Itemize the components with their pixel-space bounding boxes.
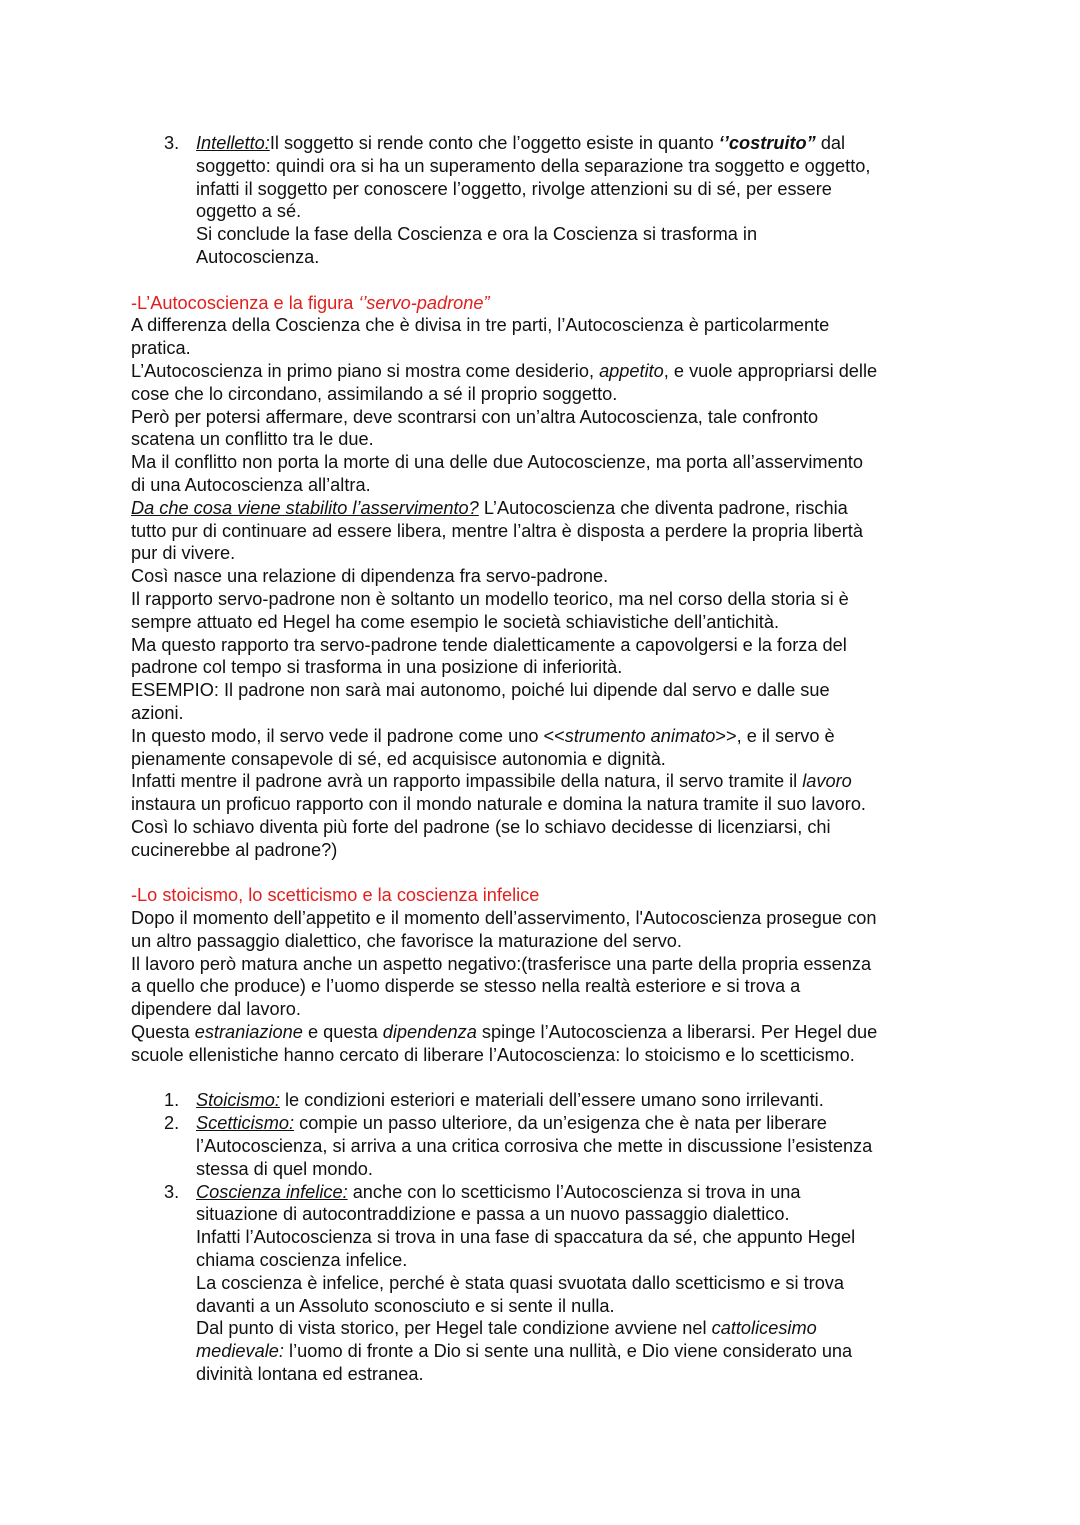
paragraph: Il rapporto servo-padrone non è soltanto un modello teorico, ma nel corso della storia si è sempre attuato ed Hegel ha come esempio le società schiavistiche dell’antichità. <box>131 588 849 632</box>
text-line: Si conclude la fase della Coscienza e ora la Coscienza si trasforma in <box>196 224 758 245</box>
text-line: stessa di quel mondo. <box>196 1158 373 1179</box>
paragraph: Infatti mentre il padrone avrà un rapporto impassibile della natura, il servo tramite il lavoro instaura un proficuo rapporto con il mondo naturale e domina la natura tramite il suo lavoro. <box>131 771 866 815</box>
text-line: oggetto a sé. <box>196 201 302 222</box>
paragraph: Ma il conflitto non porta la morte di una delle due Autocoscienze, ma porta all’asservimento di una Autocoscienza all’altra. <box>131 452 863 495</box>
list-number: 3. <box>164 1181 180 1202</box>
list-number: 1. <box>164 1090 180 1111</box>
text-line: divinità lontana ed estranea. <box>196 1364 424 1385</box>
section-heading-servo-padrone: -L’Autocoscienza e la figura ‘’servo-padrone” <box>131 292 490 313</box>
paragraph: In questo modo, il servo vede il padrone come uno <<strumento animato>>, e il servo è pienamente consapevole di sé, ed acquisisce autonomia e dignità. <box>131 725 835 769</box>
list-item-scetticismo: 2. Scetticismo: compie un passo ulteriore, da un’esigenza che è nata per liberare l’Autocoscienza, si arriva a una critica corrosiva che mette in discussione l’esistenza stessa di quel mondo. <box>131 1112 961 1180</box>
paragraph: Così lo schiavo diventa più forte del padrone (se lo schiavo decidesse di licenziarsi, chi cucinerebbe al padrone?) <box>131 816 831 860</box>
text-line: l’Autocoscienza, si arriva a una critica corrosiva che mette in discussione l’esistenza <box>196 1136 873 1157</box>
text-line: Autocoscienza. <box>196 246 320 267</box>
paragraph: Così nasce una relazione di dipendenza fra servo-padrone. <box>131 566 609 587</box>
emphasis-cattolicesimo: cattolicesimo <box>711 1318 817 1339</box>
emphasis-strumento-animato: strumento animato <box>564 725 716 746</box>
emphasis-estraniazione: estraniazione <box>194 1022 303 1043</box>
question-asservimento: Da che cosa viene stabilito l’asservimento? <box>131 497 479 518</box>
spacer <box>131 269 961 292</box>
text-line: davanti a un Assoluto sconosciuto e si sente il nulla. <box>196 1295 615 1316</box>
list-item-intelletto <box>131 132 961 269</box>
list-item-coscienza-infelice: 3. Coscienza infelice: anche con lo scetticismo l’Autocoscienza si trova in una situazione di autocontraddizione e passa a un nuovo passaggio dialettico. Infatti l’Autocoscienza si trova in una fase di spaccatura da sé, che appunto Hegel chiama coscienza infelice. La coscienza è infelice, perché è stata quasi svuotata dallo scetticismo e si trova davanti a un Assoluto sconosciuto e si sente il nulla. Dal punto di vista storico, per Hegel tale condizione avviene nel cattolicesimo medievale: l’uomo di fronte a Dio si sente una nullità, e Dio viene considerato una divinità lontana ed estranea. <box>131 1181 961 1386</box>
text-line: La coscienza è infelice, perché è stata quasi svuotata dallo scetticismo e si trova <box>196 1272 845 1293</box>
term-coscienza-infelice: Coscienza infelice: <box>196 1181 348 1202</box>
term-stoicismo: Stoicismo: <box>196 1090 280 1111</box>
list-item-stoicismo: 1. Stoicismo: le condizioni esteriori e materiali dell’essere umano sono irrilevanti. <box>164 1090 824 1111</box>
paragraph-esempio: ESEMPIO: Il padrone non sarà mai autonomo, poiché lui dipende dal servo e dalle sue azioni. <box>131 680 830 723</box>
paragraph: Da che cosa viene stabilito l’asservimento? L’Autocoscienza che diventa padrone, rischia tutto pur di continuare ad essere libera, mentre l’altra è disposta a perdere la propria libertà pur di vivere. <box>131 497 863 564</box>
list-number: 2. <box>164 1113 180 1134</box>
text-line: chiama coscienza infelice. <box>196 1250 408 1271</box>
paragraph: Però per potersi affermare, deve scontrarsi con un’altra Autocoscienza, tale confronto scatena un conflitto tra le due. <box>131 406 819 450</box>
list-number: 3. <box>164 133 180 153</box>
term-intelletto: Intelletto: <box>196 133 270 153</box>
section-heading-stoicismo: -Lo stoicismo, lo scetticismo e la coscienza infelice <box>131 885 540 906</box>
text-line: soggetto: quindi ora si ha un superamento della separazione tra soggetto e oggetto, <box>196 155 871 176</box>
paragraph: Il lavoro però matura anche un aspetto negativo:(trasferisce una parte della propria essenza a quello che produce) e l’uomo disperde se stesso nella realtà esteriore e si trova a dipendere dal lavoro. <box>131 953 872 1020</box>
emphasis-medievale: medievale: <box>196 1341 284 1362</box>
text-line: Infatti l’Autocoscienza si trova in una fase di spaccatura da sé, che appunto Hegel <box>196 1227 856 1248</box>
paragraph: A differenza della Coscienza che è divisa in tre parti, l’Autocoscienza è particolarmente pratica. <box>131 315 830 359</box>
paragraph: Dopo il momento dell’appetito e il momento dell’asservimento, l'Autocoscienza prosegue con un altro passaggio dialettico, che favorisce la maturazione del servo. <box>131 908 877 951</box>
paragraph: L’Autocoscienza in primo piano si mostra come desiderio, appetito, e vuole appropriarsi delle cose che lo circondano, assimilando a sé il proprio soggetto. <box>131 360 878 404</box>
text-line: situazione di autocontraddizione e passa a un nuovo passaggio dialettico. <box>196 1204 790 1225</box>
emphasis-lavoro: lavoro <box>802 771 852 792</box>
document-body <box>131 132 961 1386</box>
term-scetticismo: Scetticismo: <box>196 1113 295 1134</box>
emphasis-dipendenza: dipendenza <box>382 1022 477 1043</box>
paragraph: Ma questo rapporto tra servo-padrone tende dialetticamente a capovolgersi e la forza del padrone col tempo si trasforma in una posizione di inferiorità. <box>131 634 847 678</box>
text-line: infatti il soggetto per conoscere l’oggetto, rivolge attenzioni su di sé, per essere <box>196 178 832 199</box>
spacer <box>131 862 961 885</box>
numbered-list <box>131 1089 961 1385</box>
paragraph: Questa estraniazione e questa dipendenza spinge l’Autocoscienza a liberarsi. Per Hegel due scuole ellenistiche hanno cercato di liberare l’Autocoscienza: lo stoicismo e lo scetticismo. <box>131 1022 878 1065</box>
quoted-costruito: ‘’costruito” <box>718 133 816 153</box>
emphasis-appetito: appetito <box>599 360 664 381</box>
spacer <box>131 1067 961 1090</box>
text-line: Intelletto:Il soggetto si rende conto che l’oggetto esiste in quanto ‘’costruito” dal <box>196 133 846 153</box>
